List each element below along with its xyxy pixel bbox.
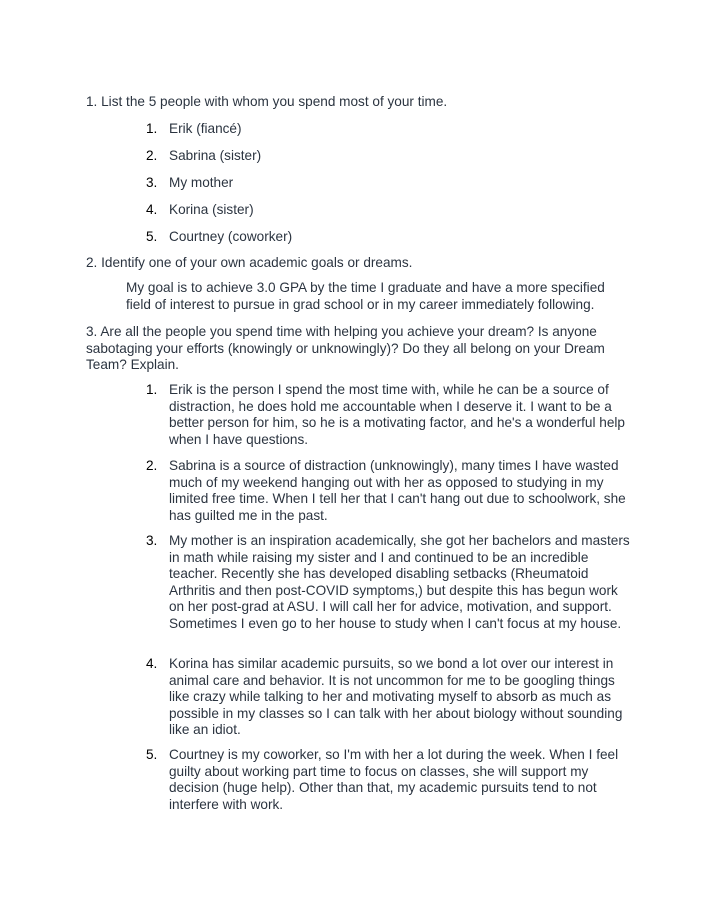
q3-list-item-3: [146, 533, 631, 632]
q3-list-item-4: [146, 656, 631, 739]
list-text: Sabrina is a source of distraction (unknowingly), many times I have wasted much of my weekend hanging out with her as opposed to studying in my limited free time. When I tell her that I can't hang out due to schoolwork, she has guilted me in the past.: [169, 458, 626, 523]
q1-list-item-2: [146, 148, 631, 165]
q3-list-item-1: [146, 382, 631, 448]
question-3: 3. Are all the people you spend time with helping you achieve your dream? Is anyone sabotaging your efforts (knowingly or unknowingly)? Do they all belong on your Dream Team? Explain.: [86, 324, 605, 372]
q1-list-item-1: [146, 121, 631, 138]
list-text: My mother is an inspiration academically, she got her bachelors and masters in math while raising my sister and I and continued to be an incredible teacher. Recently she has developed disabling setbacks (Rheumatoid Arthritis and then post-COVID symptoms,) but despite this has begun work on her post-grad at ASU. I will call her for advice, motivation, and support. Sometimes I even go to her house to study when I can't focus at my house.: [169, 533, 630, 631]
question-1: 1. List the 5 people with whom you spend most of your time.: [86, 94, 448, 109]
list-text: Erik (fiancé): [169, 121, 242, 136]
list-number: 2.: [146, 458, 158, 473]
list-text: Korina has similar academic pursuits, so we bond a lot over our interest in animal care and behavior. It is not uncommon for me to be googling things like crazy while talking to her and motivating myself to absorb as much as possible in my classes so I can talk with her about biology without sounding like an idiot.: [169, 656, 623, 737]
list-number: 3.: [146, 175, 158, 190]
list-text: My mother: [169, 175, 234, 190]
list-text: Korina (sister): [169, 202, 254, 217]
q3-list-item-2: [146, 458, 631, 524]
list-number: 5.: [146, 747, 158, 762]
q1-list-item-4: [146, 202, 631, 219]
question-2-answer: My goal is to achieve 3.0 GPA by the time I graduate and have a more specified field of interest to pursue in grad school or in my career immediately following.: [126, 280, 605, 312]
list-text: Sabrina (sister): [169, 148, 262, 163]
q1-list-item-3: [146, 175, 631, 192]
list-number: 5.: [146, 229, 158, 244]
list-number: 3.: [146, 533, 158, 548]
q3-list-item-5: [146, 747, 631, 813]
list-number: 4.: [146, 656, 158, 671]
list-number: 1.: [146, 121, 158, 136]
list-number: 4.: [146, 202, 158, 217]
list-text: Erik is the person I spend the most time with, while he can be a source of distraction, he does hold me accountable when I deserve it. I want to be a better person for him, so he is a motivating factor, and he's a wonderful help when I have questions.: [169, 382, 625, 447]
list-text: Courtney (coworker): [169, 229, 293, 244]
list-text: Courtney is my coworker, so I'm with her a lot during the week. When I feel guilty about working part time to focus on classes, she will support my decision (huge help). Other than that, my academic pursuits tend to not interfere with work.: [169, 747, 619, 812]
list-number: 2.: [146, 148, 158, 163]
question-2: 2. Identify one of your own academic goals or dreams.: [86, 255, 413, 270]
q1-list-item-5: [146, 229, 631, 246]
list-number: 1.: [146, 382, 158, 397]
